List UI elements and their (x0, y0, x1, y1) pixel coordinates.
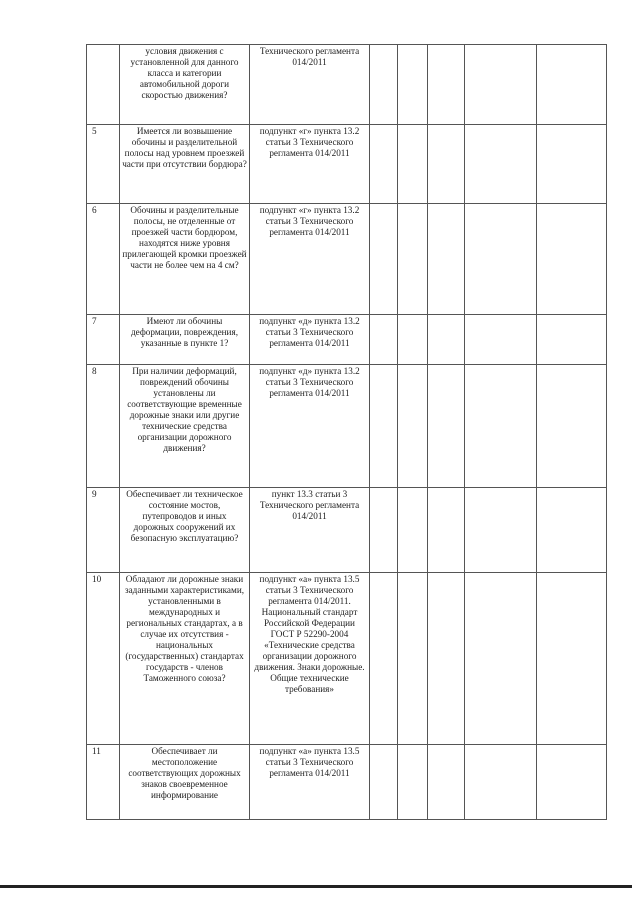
empty-cell (370, 745, 398, 820)
row-number: 11 (87, 745, 120, 820)
table-row (87, 125, 607, 204)
reference-cell: подпункт «г» пункта 13.2 статьи 3 Технического регламента 014/2011 (250, 204, 370, 315)
empty-cell (428, 365, 465, 488)
empty-cell (398, 573, 428, 745)
empty-cell (465, 745, 537, 820)
table-row (87, 315, 607, 365)
empty-cell (465, 573, 537, 745)
empty-cell (370, 315, 398, 365)
empty-cell (537, 125, 607, 204)
empty-cell (398, 365, 428, 488)
empty-cell (370, 45, 398, 125)
empty-cell (465, 488, 537, 573)
empty-cell (428, 204, 465, 315)
reference-cell: подпункт «д» пункта 13.2 статьи 3 Технического регламента 014/2011 (250, 365, 370, 488)
reference-cell: Технического регламента 014/2011 (250, 45, 370, 125)
reference-cell: пункт 13.3 статьи 3 Технического регламента 014/2011 (250, 488, 370, 573)
empty-cell (465, 204, 537, 315)
table-row (87, 45, 607, 125)
empty-cell (398, 45, 428, 125)
empty-cell (428, 573, 465, 745)
empty-cell (537, 488, 607, 573)
empty-cell (398, 204, 428, 315)
empty-cell (370, 365, 398, 488)
empty-cell (428, 745, 465, 820)
empty-cell (537, 745, 607, 820)
table-row (87, 488, 607, 573)
row-number: 8 (87, 365, 120, 488)
question-cell: Обеспечивает ли техническое состояние мостов, путепроводов и иных дорожных сооружений их безопасную эксплуатацию? (120, 488, 250, 573)
empty-cell (370, 573, 398, 745)
row-number: 9 (87, 488, 120, 573)
question-cell: При наличии деформаций, повреждений обочины установлены ли соответствующие временные дорожные знаки или другие технические средства организации дорожного движения? (120, 365, 250, 488)
empty-cell (398, 488, 428, 573)
table-row (87, 745, 607, 820)
empty-cell (537, 573, 607, 745)
empty-cell (537, 365, 607, 488)
table-row (87, 204, 607, 315)
question-cell: условия движения с установленной для данного класса и категории автомобильной дороги скоростью движения? (120, 45, 250, 125)
empty-cell (465, 315, 537, 365)
reference-cell: подпункт «а» пункта 13.5 статьи 3 Технического регламента 014/2011 (250, 745, 370, 820)
empty-cell (398, 315, 428, 365)
reference-cell: подпункт «г» пункта 13.2 статьи 3 Технического регламента 014/2011 (250, 125, 370, 204)
empty-cell (428, 315, 465, 365)
empty-cell (537, 204, 607, 315)
empty-cell (428, 45, 465, 125)
empty-cell (370, 125, 398, 204)
question-cell: Обладают ли дорожные знаки заданными характеристиками, установленными в международных и региональных стандартах, а в случае их отсутствия - национальных (государственных) стандартах государств - членов Таможенного союза? (120, 573, 250, 745)
empty-cell (465, 45, 537, 125)
row-number (87, 45, 120, 125)
checklist-table (86, 44, 607, 820)
empty-cell (428, 488, 465, 573)
empty-cell (465, 125, 537, 204)
empty-cell (370, 204, 398, 315)
row-number: 5 (87, 125, 120, 204)
empty-cell (370, 488, 398, 573)
question-cell: Обеспечивает ли местоположение соответствующих дорожных знаков своевременное информирование (120, 745, 250, 820)
empty-cell (537, 45, 607, 125)
empty-cell (537, 315, 607, 365)
page-bottom-rule (0, 885, 632, 888)
row-number: 10 (87, 573, 120, 745)
reference-cell: подпункт «д» пункта 13.2 статьи 3 Технического регламента 014/2011 (250, 315, 370, 365)
row-number: 7 (87, 315, 120, 365)
row-number: 6 (87, 204, 120, 315)
table-row (87, 365, 607, 488)
question-cell: Обочины и разделительные полосы, не отделенные от проезжей части бордюром, находятся ниже уровня прилегающей кромки проезжей части не более чем на 4 см? (120, 204, 250, 315)
reference-cell: подпункт «а» пункта 13.5 статьи 3 Технического регламента 014/2011. Национальный стандарт Российской Федерации ГОСТ Р 52290-2004 «Технические средства организации дорожного движения. Знаки дорожные. Общие технические требования» (250, 573, 370, 745)
question-cell: Имеется ли возвышение обочины и разделительной полосы над уровнем проезжей части при отсутствии бордюра? (120, 125, 250, 204)
empty-cell (398, 745, 428, 820)
question-cell: Имеют ли обочины деформации, повреждения, указанные в пункте 1? (120, 315, 250, 365)
table-row (87, 573, 607, 745)
empty-cell (428, 125, 465, 204)
empty-cell (398, 125, 428, 204)
empty-cell (465, 365, 537, 488)
